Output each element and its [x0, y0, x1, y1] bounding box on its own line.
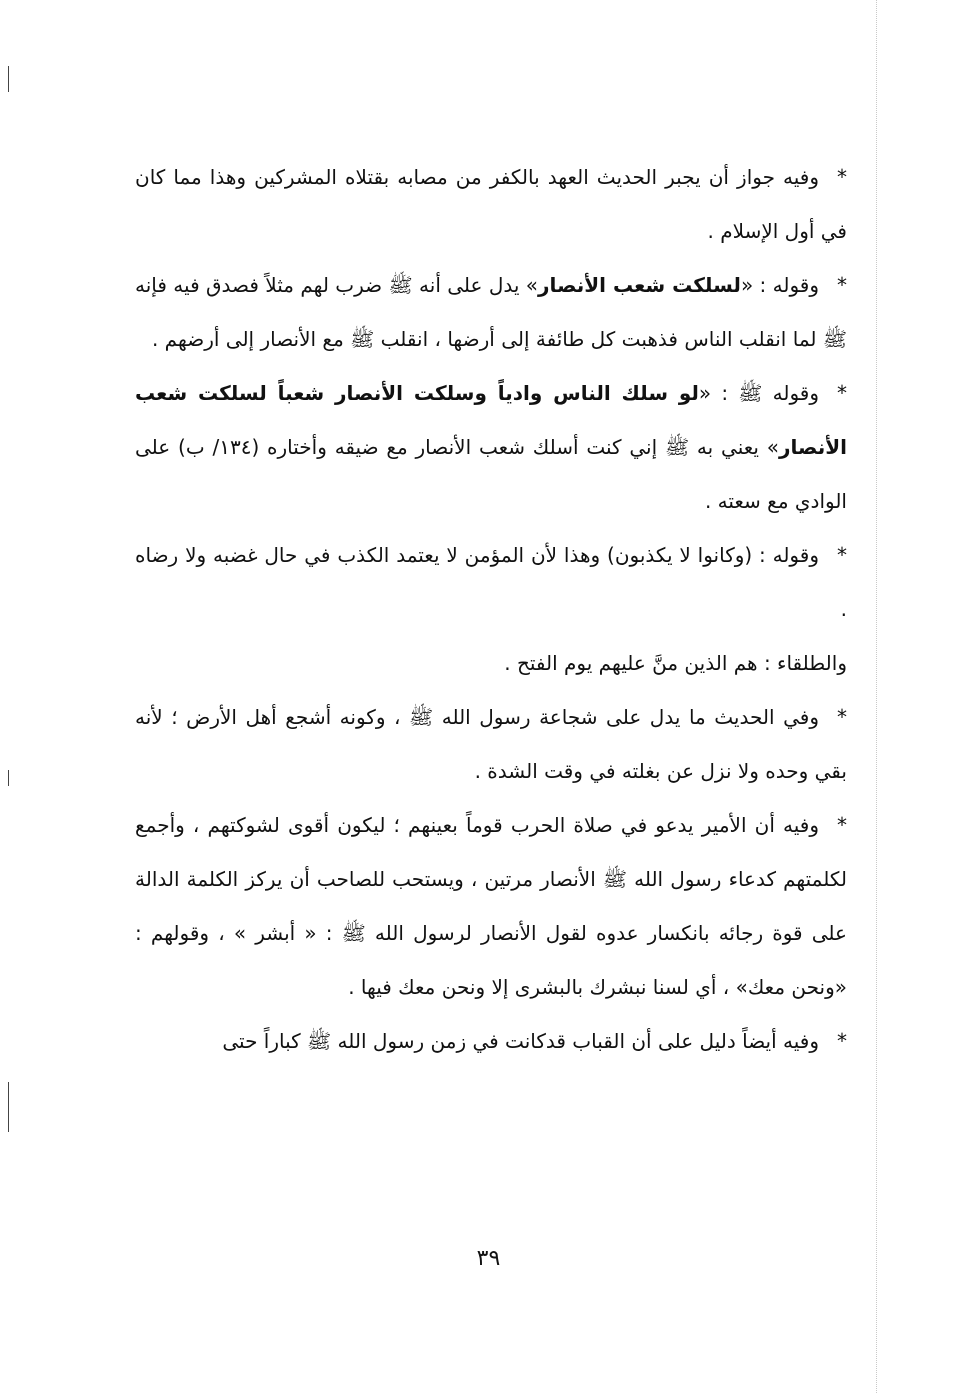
paragraph — [135, 150, 847, 258]
paragraph — [135, 690, 847, 798]
scan-edge-mark-middle — [8, 770, 9, 786]
paragraph — [135, 258, 847, 366]
bullet-asterisk: * — [837, 705, 847, 729]
paragraph-text: وقوله ﷺ : « — [698, 381, 820, 405]
paragraph — [135, 528, 847, 636]
bullet-asterisk: * — [837, 381, 848, 405]
paragraph-text: » يدل على أنه ﷺ ضرب لهم مثلاً فصدق فيه فإنه ﷺ لما انقلب الناس فذهبت كل طائفة إلى أرضها ، انقلب ﷺ مع الأنصار إلى أرضهم . — [135, 273, 847, 351]
paragraph — [135, 1014, 847, 1068]
bullet-asterisk: * — [837, 813, 847, 837]
scan-edge-mark-lower — [8, 1082, 9, 1132]
page-number: ٣٩ — [476, 1246, 501, 1271]
bullet-asterisk: * — [837, 273, 848, 297]
scan-edge-mark-top — [8, 66, 9, 92]
paragraph-text: وقوله : (وكانوا لا يكذبون) وهذا لأن المؤمن لا يعتمد الكذب في حال غضبه ولا رضاه . — [135, 543, 847, 621]
bullet-asterisk: * — [837, 165, 847, 189]
scan-edge-dots — [876, 0, 878, 1393]
paragraph-text: وفيه أن الأمير يدعو في صلاة الحرب قوماً بعينهم ؛ ليكون أقوى لشوكتهم ، وأجمع لكلمتهم كدعاء رسول الله ﷺ الأنصار مرتين ، ويستحب للصاحب أن يركز الكلمة الدالة على قوة رجائه بانكسار عدوه لقول الأنصار لرسول الله ﷺ : « أبشر » ، وقولهم : «ونحن معك» ، أي لسنا نبشرك بالبشرى إلا ونحن معك فيها . — [135, 813, 847, 999]
quoted-hadith-text: لو سلك الناس وادياً وسلكت الأنصار شعباً لسلكت شعب الأنصار — [135, 381, 847, 459]
paragraph-text: وفي الحديث ما يدل على شجاعة رسول الله ﷺ ، وكونه أشجع أهل الأرض ؛ لأنه بقي وحده ولا نزل عن بغلته في وقت الشدة . — [135, 705, 847, 783]
paragraph — [135, 798, 847, 1014]
paragraph — [135, 636, 847, 690]
paragraph-text: وفيه جواز أن يجبر الحديث العهد بالكفر من مصابه بقتلاه المشركين وهذا مما كان في أول الإسلام . — [135, 165, 847, 243]
paragraph-text: » يعني به ﷺ إني كنت أسلك شعب الأنصار مع ضيقه وأختاره (١٣٤/ ب) على الوادي مع سعته . — [135, 435, 847, 513]
body-text — [135, 150, 847, 1068]
paragraph-text: وقوله : « — [740, 273, 820, 297]
paragraph-text: وفيه أيضاً دليل على أن القباب قدكانت في زمن رسول الله ﷺ كباراً حتى — [222, 1029, 819, 1053]
paragraph-text: والطلقاء : هم الذين منَّ عليهم يوم الفتح . — [504, 651, 847, 675]
bullet-asterisk: * — [837, 543, 847, 567]
quoted-hadith-text: لسلكت شعب الأنصار — [538, 273, 741, 297]
bullet-asterisk: * — [837, 1029, 847, 1053]
paragraph — [135, 366, 847, 528]
